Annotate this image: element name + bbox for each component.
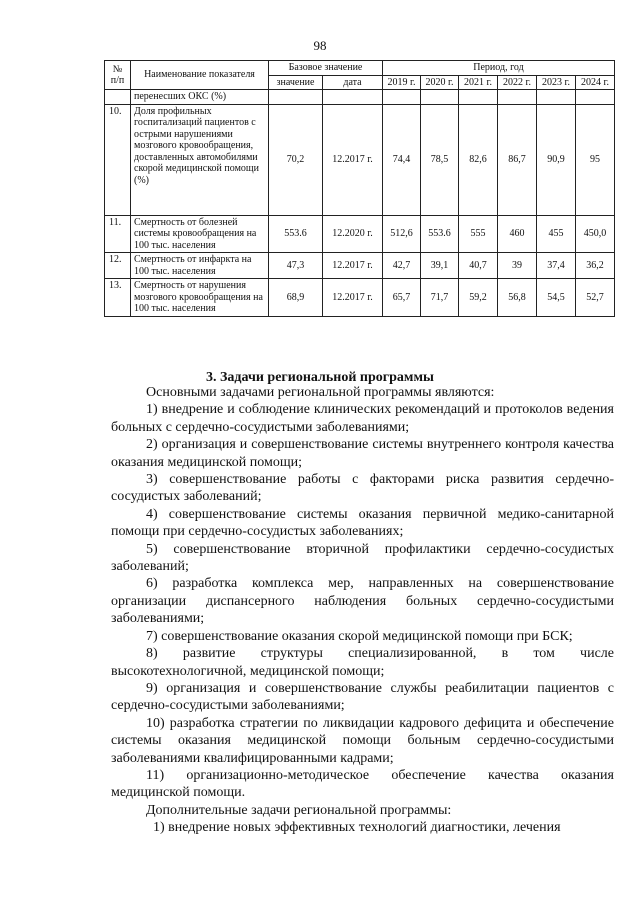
header-year: 2023 г. xyxy=(537,75,576,90)
row-name: Доля профильных госпитализаций пациентов с острыми нарушениями мозгового кровообращения, доставленных автомобилями скорой медицинской помощи (%) xyxy=(131,104,269,215)
header-num: № п/п xyxy=(105,61,131,90)
row-year-value: 39 xyxy=(498,253,537,279)
task-item: 3) совершенствование работы с факторами риска развития сердечно-сосудистых заболеваний; xyxy=(111,472,614,505)
table-row xyxy=(105,253,615,279)
page-number: 98 xyxy=(313,38,327,53)
row-year-value: 52,7 xyxy=(576,279,615,317)
task-item: 10) разработка стратегии по ликвидации кадрового дефицита и обеспечение системы оказания медицинской помощи больным сердечно-сосудистыми заболеваниями квалифицированными кадрами; xyxy=(111,715,614,766)
table-row xyxy=(105,279,615,317)
header-period: Период, год xyxy=(383,61,615,76)
header-year: 2019 г. xyxy=(383,75,421,90)
row-year-value: 36,2 xyxy=(576,253,615,279)
row-year-value: 450,0 xyxy=(576,215,615,253)
row-year-value: 86,7 xyxy=(498,104,537,215)
row-name: перенесших ОКС (%) xyxy=(131,90,269,105)
task-item: 6) разработка комплекса мер, направленных на совершенствование организации диспансерного наблюдения больных сердечно-сосудистыми заболеваниями; xyxy=(111,576,614,627)
row-year-value: 460 xyxy=(498,215,537,253)
indicators-table xyxy=(104,60,615,317)
row-year-value: 54,5 xyxy=(537,279,576,317)
row-date: 12.2017 г. xyxy=(323,279,383,317)
row-year-value: 512,6 xyxy=(383,215,421,253)
row-value: 553.6 xyxy=(269,215,323,253)
header-base-value: значение xyxy=(269,75,323,90)
task-item: 1) внедрение и соблюдение клинических рекомендаций и протоколов ведения больных с сердечно-сосудистыми заболеваниями; xyxy=(111,402,614,435)
task-item: 11) организационно-методическое обеспечение качества оказания медицинской помощи. xyxy=(111,767,614,801)
row-year-value: 39,1 xyxy=(421,253,459,279)
row-year-value: 56,8 xyxy=(498,279,537,317)
section-title: 3. Задачи региональной программы xyxy=(206,370,434,385)
table-row xyxy=(105,215,615,253)
row-num: 10. xyxy=(105,104,131,215)
header-name: Наименование показателя xyxy=(131,61,269,90)
row-year-value: 59,2 xyxy=(459,279,498,317)
row-year-value: 37,4 xyxy=(537,253,576,279)
header-year: 2021 г. xyxy=(459,75,498,90)
row-year-value: 82,6 xyxy=(459,104,498,215)
task-item: 4) совершенствование системы оказания первичной медико-санитарной помощи при сердечно-сосудистых заболеваниях; xyxy=(111,506,614,540)
section-intro: Основными задачами региональной программы являются: xyxy=(146,385,495,400)
extra-task-item: 1) внедрение новых эффективных технологий диагностики, лечения xyxy=(153,820,561,836)
row-date: 12.2017 г. xyxy=(323,104,383,215)
table-row xyxy=(105,104,615,215)
row-year-value: 42,7 xyxy=(383,253,421,279)
row-year-value: 71,7 xyxy=(421,279,459,317)
task-item: 5) совершенствование вторичной профилактики сердечно-сосудистых заболеваний; xyxy=(111,541,614,575)
section-body xyxy=(111,384,614,837)
row-num: 11. xyxy=(105,215,131,253)
header-year: 2020 г. xyxy=(421,75,459,90)
row-year-value: 65,7 xyxy=(383,279,421,317)
header-year: 2022 г. xyxy=(498,75,537,90)
task-item: 2) организация и совершенствование системы внутреннего контроля качества оказания медицинской помощи; xyxy=(111,437,614,470)
extra-intro: Дополнительные задачи региональной программы: xyxy=(146,802,452,818)
row-year-value: 455 xyxy=(537,215,576,253)
row-year-value: 90,9 xyxy=(537,104,576,215)
task-item: 9) организация и совершенствование службы реабилитации пациентов с сердечно-сосудистыми заболеваниями; xyxy=(111,680,614,714)
row-name: Смертность от болезней системы кровообращения на 100 тыс. населения xyxy=(131,215,269,253)
header-base: Базовое значение xyxy=(269,61,383,76)
row-value: 70,2 xyxy=(269,104,323,215)
task-item: 8) развитие структуры специализированной, в том числе высокотехнологичной, медицинской помощи; xyxy=(111,646,614,679)
header-base-date: дата xyxy=(323,75,383,90)
row-year-value: 555 xyxy=(459,215,498,253)
row-num: 12. xyxy=(105,253,131,279)
header-year: 2024 г. xyxy=(576,75,615,90)
table-row-continuation xyxy=(105,90,615,105)
row-year-value: 95 xyxy=(576,104,615,215)
row-value: 68,9 xyxy=(269,279,323,317)
row-year-value: 553.6 xyxy=(421,215,459,253)
row-name: Смертность от нарушения мозгового кровообращения на 100 тыс. населения xyxy=(131,279,269,317)
row-year-value: 40,7 xyxy=(459,253,498,279)
row-num: 13. xyxy=(105,279,131,317)
row-year-value: 78,5 xyxy=(421,104,459,215)
row-date: 12.2020 г. xyxy=(323,215,383,253)
row-year-value: 74,4 xyxy=(383,104,421,215)
row-date: 12.2017 г. xyxy=(323,253,383,279)
row-value: 47,3 xyxy=(269,253,323,279)
row-name: Смертность от инфаркта на 100 тыс. населения xyxy=(131,253,269,279)
task-item: 7) совершенствование оказания скорой медицинской помощи при БСК; xyxy=(146,628,573,644)
